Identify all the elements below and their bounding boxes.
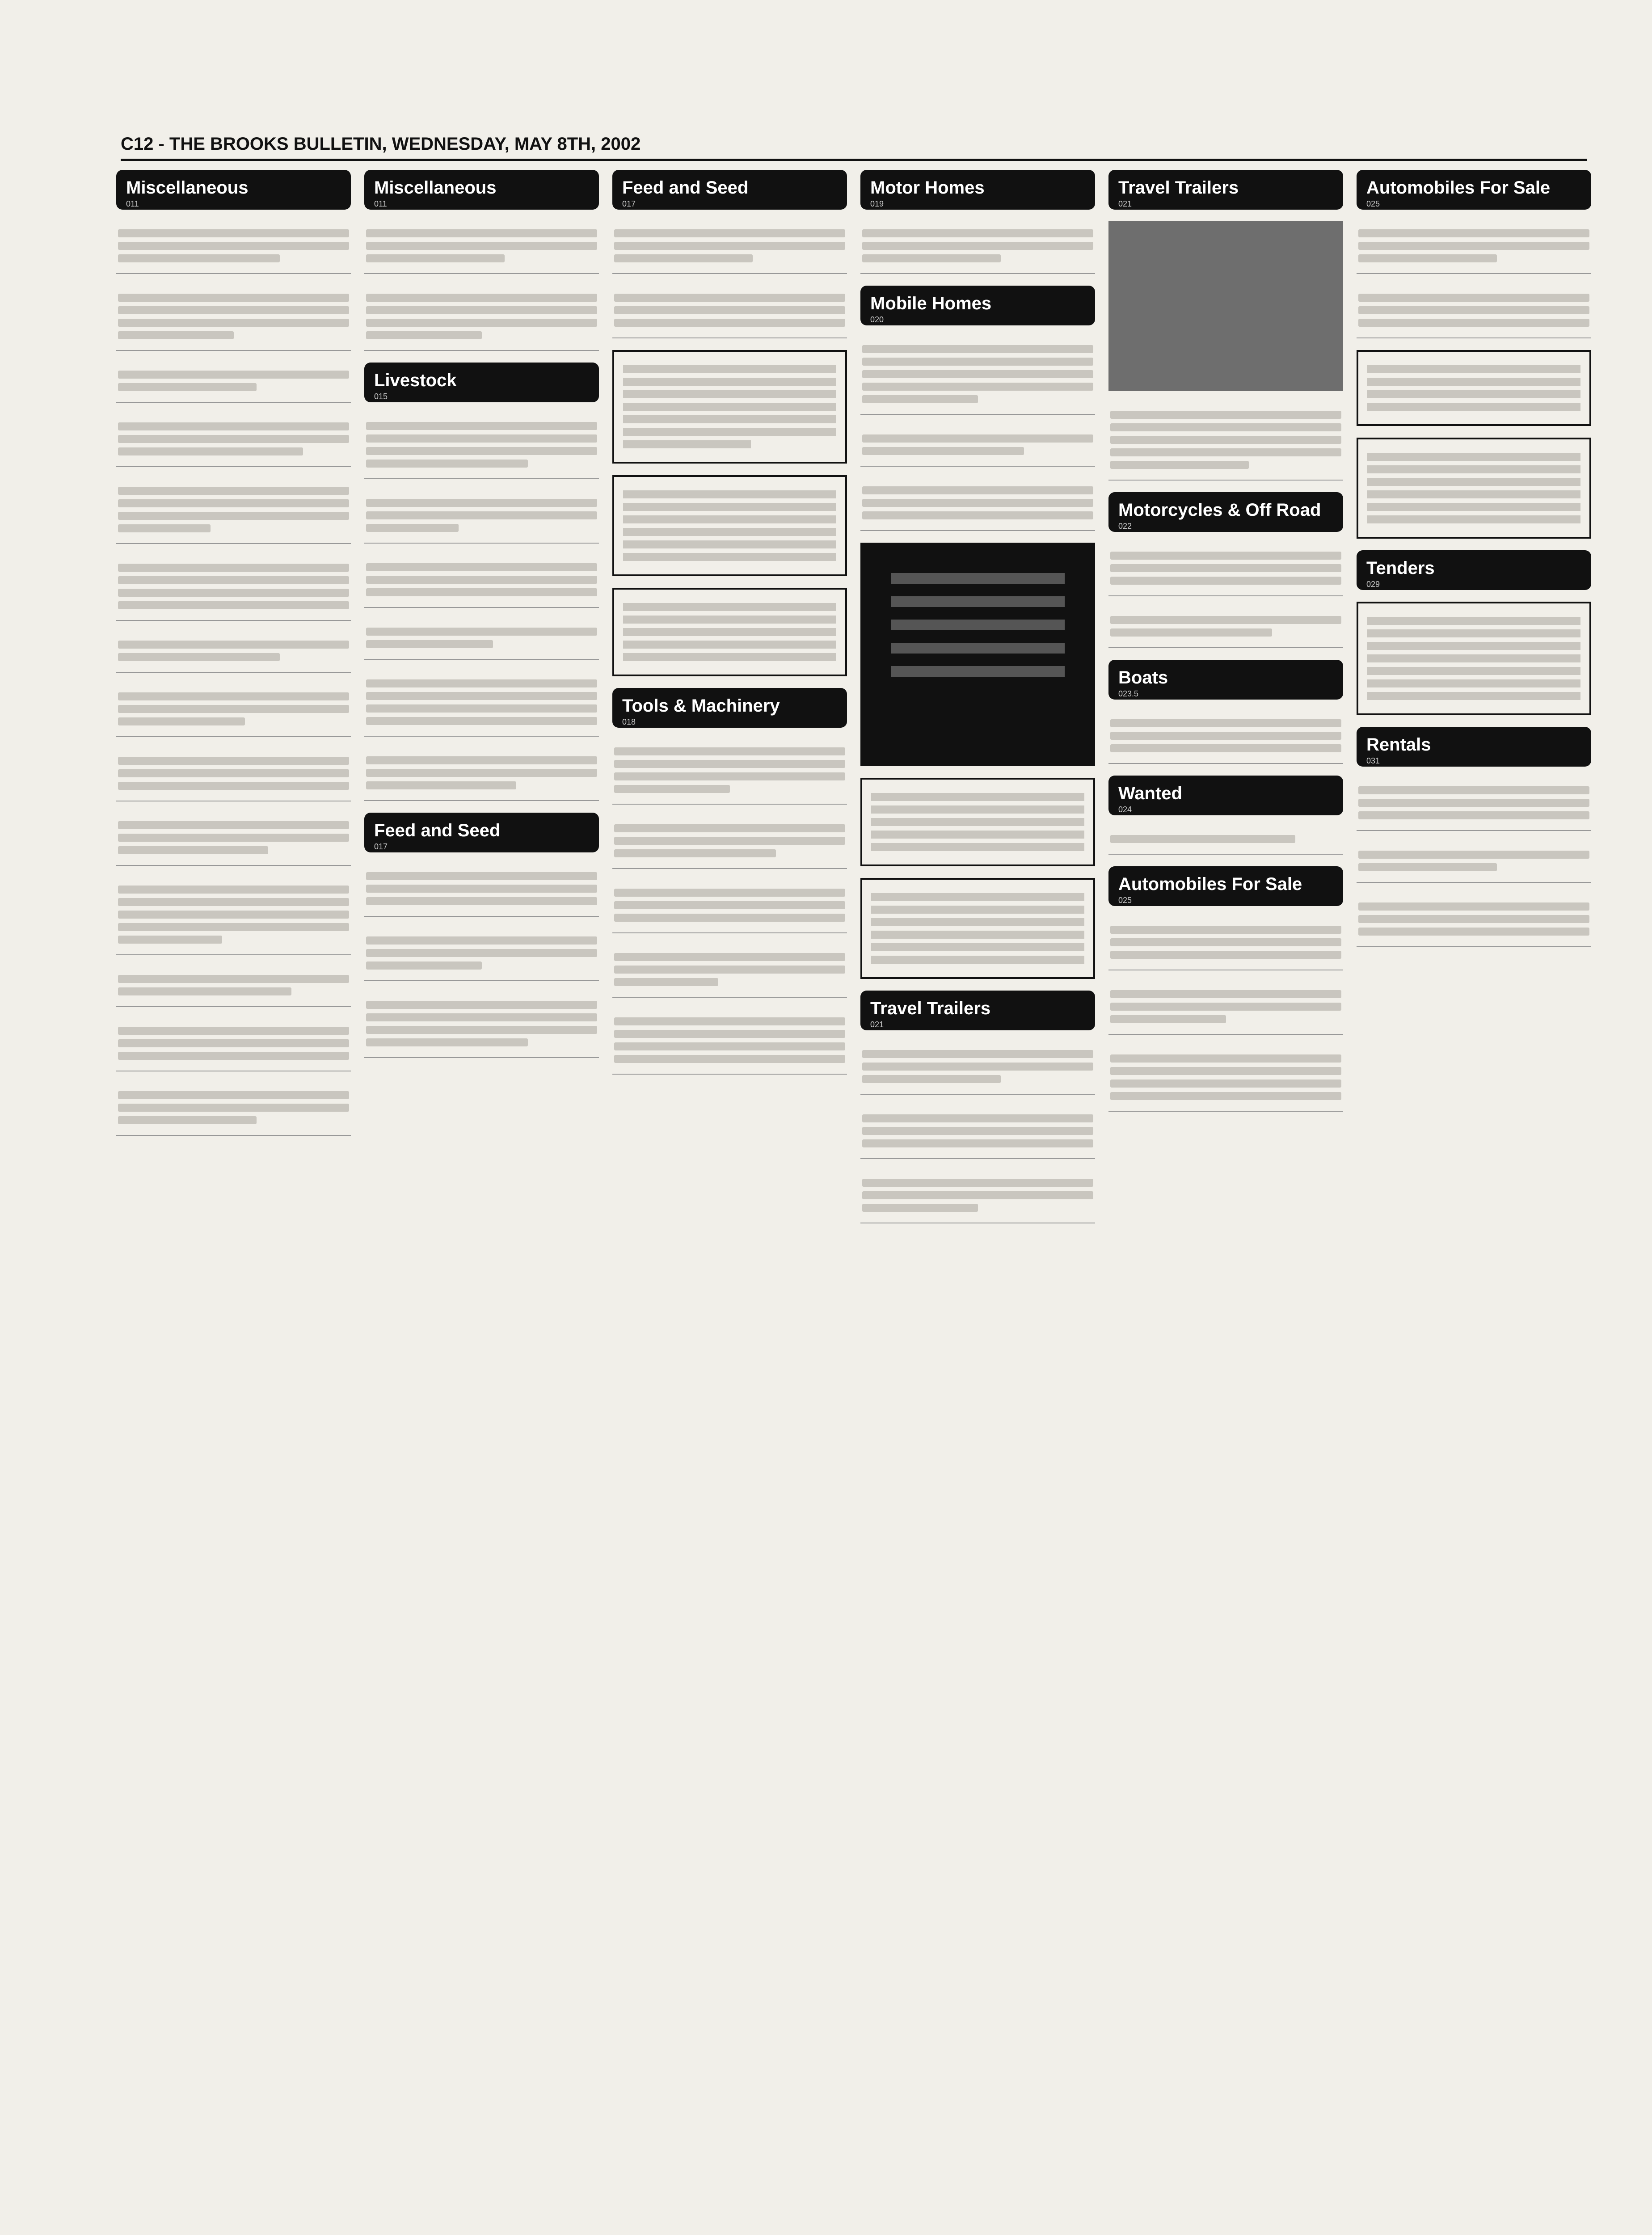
classified-ad bbox=[116, 479, 351, 544]
classified-ad bbox=[612, 1009, 847, 1075]
section-header: Tools & Machinery 018 bbox=[612, 688, 847, 728]
classified-ad bbox=[116, 1083, 351, 1136]
classified-ad bbox=[364, 748, 599, 801]
display-ad bbox=[612, 588, 847, 676]
trailer-photo bbox=[1108, 221, 1343, 391]
classified-ad bbox=[364, 286, 599, 351]
classified-ad bbox=[1108, 544, 1343, 596]
classified-ad bbox=[612, 945, 847, 998]
classified-ad bbox=[116, 414, 351, 467]
classified-ad bbox=[116, 967, 351, 1007]
section-header: Travel Trailers 021 bbox=[1108, 170, 1343, 210]
classified-ad bbox=[364, 993, 599, 1058]
section-header: Rentals 031 bbox=[1357, 727, 1591, 767]
classified-ad bbox=[1108, 918, 1343, 970]
classified-ad bbox=[116, 363, 351, 403]
classified-ad bbox=[860, 1106, 1095, 1159]
classified-ad bbox=[116, 556, 351, 621]
classified-ad bbox=[364, 491, 599, 544]
classified-ad bbox=[364, 671, 599, 737]
classified-ad bbox=[860, 426, 1095, 467]
classified-ad bbox=[1357, 221, 1591, 274]
classified-ad bbox=[364, 620, 599, 660]
display-ad bbox=[1357, 602, 1591, 715]
classified-ad bbox=[116, 286, 351, 351]
section-header: Feed and Seed 017 bbox=[364, 813, 599, 852]
section-header: Mobile Homes 020 bbox=[860, 286, 1095, 325]
classifieds-columns bbox=[116, 170, 1591, 2235]
classified-ad bbox=[612, 286, 847, 338]
section-header: Miscellaneous 011 bbox=[116, 170, 351, 210]
display-ad bbox=[612, 350, 847, 464]
classified-ad bbox=[116, 684, 351, 737]
column-4 bbox=[860, 170, 1095, 2235]
classified-ad bbox=[364, 555, 599, 608]
section-header: Travel Trailers 021 bbox=[860, 991, 1095, 1030]
classified-ad bbox=[116, 221, 351, 274]
column-2 bbox=[364, 170, 599, 2235]
display-ad bbox=[1357, 438, 1591, 539]
section-header: Motor Homes 019 bbox=[860, 170, 1095, 210]
column-3 bbox=[612, 170, 847, 2235]
classified-ad bbox=[364, 221, 599, 274]
classified-ad bbox=[364, 864, 599, 917]
classified-ad bbox=[612, 221, 847, 274]
classified-ad bbox=[1357, 843, 1591, 883]
classified-ad bbox=[860, 478, 1095, 531]
page-header: C12 - THE BROOKS BULLETIN, WEDNESDAY, MAY 8TH, 2002 bbox=[121, 134, 1587, 161]
classified-ad bbox=[116, 749, 351, 801]
classified-ad bbox=[860, 337, 1095, 415]
column-6 bbox=[1357, 170, 1591, 2235]
classified-ad bbox=[860, 1171, 1095, 1223]
classified-ad bbox=[860, 1042, 1095, 1095]
classified-ad bbox=[1108, 608, 1343, 648]
classified-ad bbox=[860, 221, 1095, 274]
column-5 bbox=[1108, 170, 1343, 2235]
classified-ad bbox=[364, 414, 599, 479]
classified-ad bbox=[1108, 1046, 1343, 1112]
classified-ad bbox=[1108, 982, 1343, 1035]
section-header: Automobiles For Sale 025 bbox=[1108, 866, 1343, 906]
classified-ad bbox=[116, 1019, 351, 1071]
classified-ad bbox=[1108, 403, 1343, 481]
classified-ad bbox=[1108, 827, 1343, 855]
section-header: Feed and Seed 017 bbox=[612, 170, 847, 210]
section-header: Livestock 015 bbox=[364, 363, 599, 402]
display-ad bbox=[860, 878, 1095, 979]
classified-ad bbox=[364, 928, 599, 981]
section-header: Boats 023.5 bbox=[1108, 660, 1343, 700]
classified-ad bbox=[116, 877, 351, 955]
display-ad bbox=[612, 475, 847, 576]
section-header: Miscellaneous 011 bbox=[364, 170, 599, 210]
classified-ad bbox=[1357, 778, 1591, 831]
display-ad bbox=[860, 543, 1095, 766]
classified-ad bbox=[1357, 894, 1591, 947]
section-header: Tenders 029 bbox=[1357, 550, 1591, 590]
section-header: Wanted 024 bbox=[1108, 776, 1343, 815]
column-1 bbox=[116, 170, 351, 2235]
classified-ad bbox=[612, 739, 847, 805]
classified-ad bbox=[1357, 286, 1591, 338]
section-header: Automobiles For Sale 025 bbox=[1357, 170, 1591, 210]
section-header: Motorcycles & Off Road 022 bbox=[1108, 492, 1343, 532]
display-ad bbox=[1357, 350, 1591, 426]
classified-ad bbox=[116, 813, 351, 866]
classified-ad bbox=[612, 881, 847, 933]
classified-ad bbox=[1108, 711, 1343, 764]
display-ad bbox=[860, 778, 1095, 866]
classified-ad bbox=[612, 816, 847, 869]
classified-ad bbox=[116, 633, 351, 673]
